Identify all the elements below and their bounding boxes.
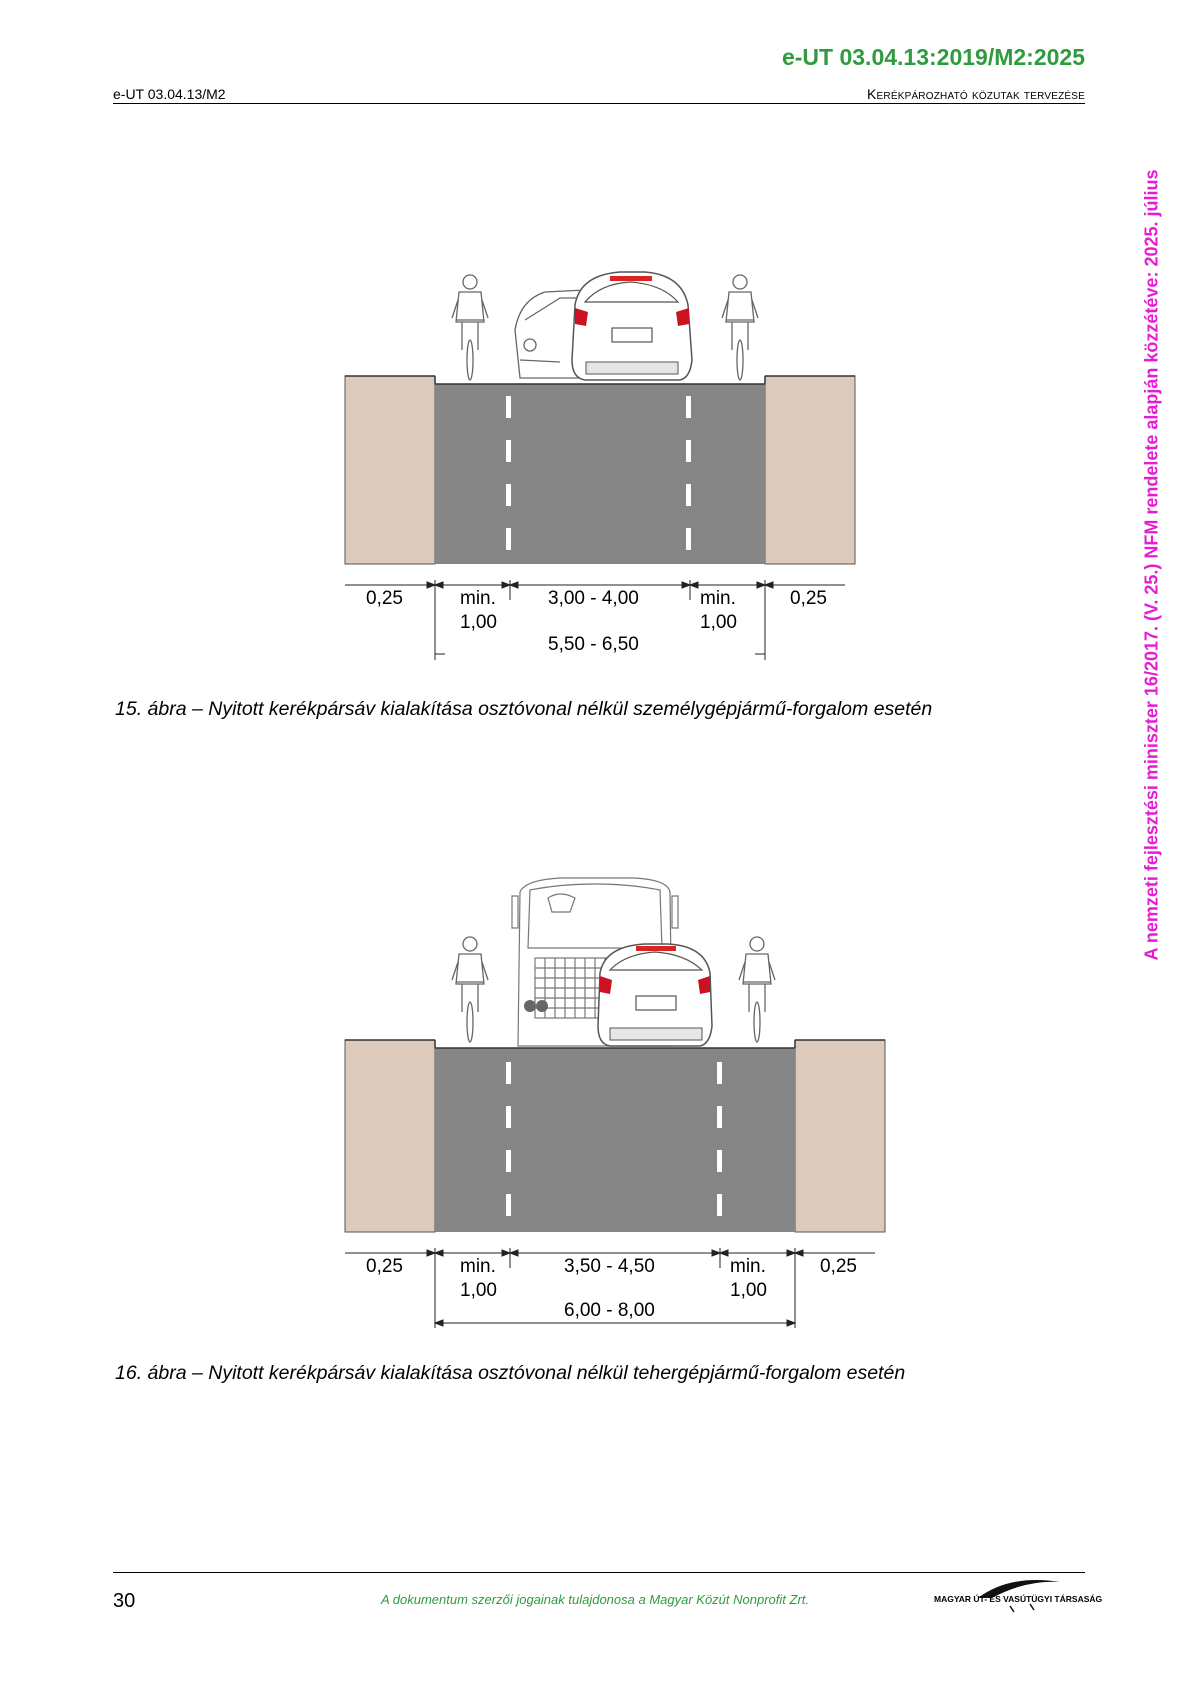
cyclist-right-icon	[739, 937, 775, 1042]
left-verge	[345, 1040, 435, 1232]
left-verge	[345, 376, 435, 564]
figure-16	[0, 868, 1190, 1321]
dim-middle: 3,00 - 4,00	[548, 588, 639, 609]
dim-min-left-value: 1,00	[460, 1280, 497, 1301]
header-left: e-UT 03.04.13/M2	[113, 86, 226, 102]
logo-swoosh-icon	[930, 1568, 1103, 1628]
footer-copyright: A dokumentum szerzői jogainak tulajdonosa a Magyar Közút Nonprofit Zrt.	[380, 1592, 809, 1607]
dim-min-left-value: 1,00	[460, 612, 497, 633]
header-right: Kerékpározható közutak tervezése	[867, 86, 1085, 102]
cyclist-left-icon	[452, 937, 488, 1042]
dim-min-right-value: 1,00	[730, 1280, 767, 1301]
dim-outer-right: 0,25	[820, 1256, 857, 1277]
dim-total: 6,00 - 8,00	[564, 1300, 655, 1321]
figure-15-caption: 15. ábra – Nyitott kerékpársáv kialakítása osztóvonal nélkül személygépjármű-forgalom esetén	[115, 698, 933, 720]
side-note-text: A nemzeti fejlesztési miniszter 16/2017. (V. 25.) NFM rendelete alapján közzétéve: 2025. július	[1141, 169, 1162, 961]
logo-text: MAGYAR ÚT- ÉS VASÚTÜGYI TÁRSASÁG	[934, 1594, 1103, 1604]
dim-min-right-label: min.	[700, 588, 736, 609]
dim-min-right-label: min.	[730, 1256, 766, 1277]
figure-16-drawing	[0, 868, 1190, 1321]
car-rear-icon	[572, 272, 692, 380]
figure-16-caption: 16. ábra – Nyitott kerékpársáv kialakítása osztóvonal nélkül tehergépjármű-forgalom esetén	[115, 1362, 906, 1384]
cyclist-right-icon	[722, 275, 758, 380]
figure-15-drawing	[0, 230, 1190, 670]
society-logo	[930, 1568, 1103, 1628]
dim-min-left-label: min.	[460, 588, 496, 609]
figure-15	[0, 230, 1190, 670]
car-rear-icon	[598, 944, 712, 1046]
dim-outer-left: 0,25	[366, 1256, 403, 1277]
road-surface	[435, 1048, 795, 1232]
cyclist-left-icon	[452, 275, 488, 380]
dim-total: 5,50 - 6,50	[548, 634, 639, 655]
header-rule	[113, 103, 1085, 104]
right-verge	[795, 1040, 885, 1232]
page-number: 30	[113, 1590, 136, 1612]
document-code: e-UT 03.04.13:2019/M2:2025	[781, 44, 1085, 70]
dim-outer-left: 0,25	[366, 588, 403, 609]
dim-outer-right: 0,25	[790, 588, 827, 609]
road-surface	[435, 384, 765, 564]
dim-middle: 3,50 - 4,50	[564, 1256, 655, 1277]
dim-min-right-value: 1,00	[700, 612, 737, 633]
right-verge	[765, 376, 855, 564]
dim-min-left-label: min.	[460, 1256, 496, 1277]
